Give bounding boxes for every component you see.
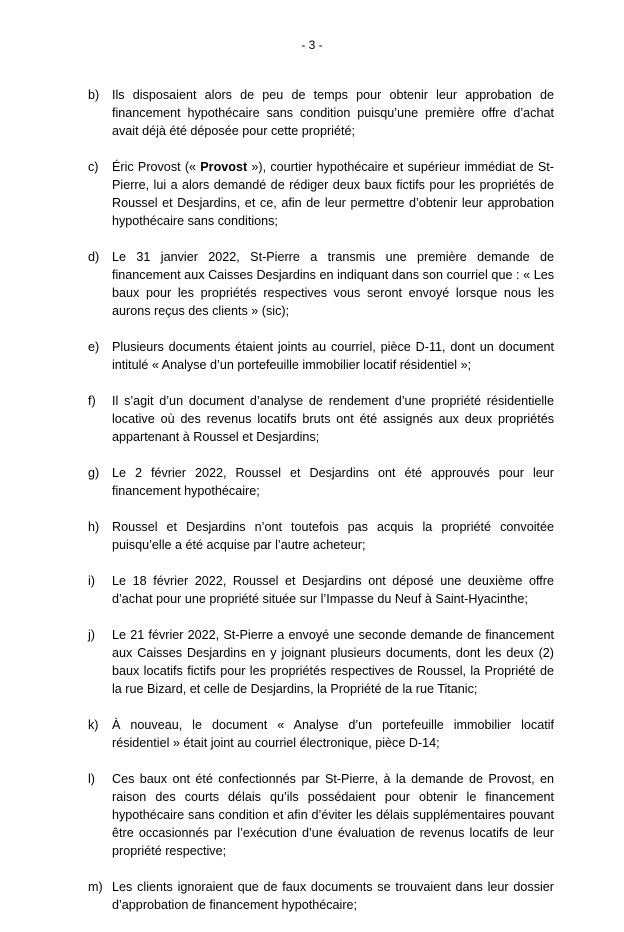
defined-term-provost: Provost (200, 160, 248, 174)
list-item-text: Le 18 février 2022, Roussel et Desjardins ont déposé une deuxième offre d’achat pour une propriété située sur l’Impasse du Neuf à Saint-Hyacinthe; (112, 574, 554, 606)
list-marker: m) (88, 880, 103, 894)
list-item-text: À nouveau, le document « Analyse d’un portefeuille immobilier locatif résidentiel » était joint au courriel électronique, pièce D-14; (112, 718, 554, 750)
list-marker: l) (88, 772, 95, 786)
list-item-text: Ils disposaient alors de peu de temps pour obtenir leur approbation de financement hypothécaire sans condition puisqu’une première offre d’achat avait déjà été déposée pour cette propriété; (112, 88, 554, 138)
list-item-h (88, 518, 554, 554)
list-item-text: Il s’agit d’un document d’analyse de rendement d’une propriété résidentielle locative où des revenus locatifs bruts ont été assignés aux deux propriétés appartenant à Roussel et Desjardins; (112, 394, 554, 444)
list-item-c (88, 158, 554, 230)
list-marker: e) (88, 340, 100, 354)
list-item-text: Le 31 janvier 2022, St-Pierre a transmis une première demande de financement aux Caisses Desjardins en indiquant dans son courriel que : « Les baux pour les propriétés respectives vous seront envoyé lorsque nous les aurons reçus des clients » (sic); (112, 250, 554, 318)
list-marker: d) (88, 250, 100, 264)
list-marker: h) (88, 520, 100, 534)
list-item-d (88, 248, 554, 320)
list-item-text: Ces baux ont été confectionnés par St-Pierre, à la demande de Provost, en raison des courts délais qu’ils possédaient pour obtenir le financement hypothécaire sans condition et afin d’éviter les délais supplémentaires pouvant être occasionnés par l’exécution d’une évaluation de revenus locatifs de leur propriété respective; (112, 772, 554, 858)
list-item-text: Le 21 février 2022, St-Pierre a envoyé une seconde demande de financement aux Caisses Desjardins en y joignant plusieurs documents, dont les deux (2) baux locatifs fictifs pour les propriétés respectives de Roussel, la Propriété de la rue Bizard, et celle de Desjardins, la Propriété de la rue Titanic; (112, 628, 554, 696)
list-item-text (112, 158, 554, 230)
list-marker: b) (88, 88, 100, 102)
list-marker: j) (88, 628, 95, 642)
list-item-l (88, 770, 554, 860)
list-item-text: Les clients ignoraient que de faux documents se trouvaient dans leur dossier d’approbation de financement hypothécaire; (112, 880, 554, 912)
text-segment: »), courtier hypothécaire et supérieur immédiat de St-Pierre, lui a alors demandé de rédiger deux baux fictifs pour les propriétés de Roussel et Desjardins, et ce, afin de leur permettre d’obtenir leur approbation hypothécaire sans conditions; (112, 160, 555, 228)
list-item-text: Roussel et Desjardins n’ont toutefois pas acquis la propriété convoitée puisqu’elle a été acquise par l’autre acheteur; (112, 520, 554, 552)
list-item-k (88, 716, 554, 752)
list-item-text: Le 2 février 2022, Roussel et Desjardins ont été approuvés pour leur financement hypothécaire; (112, 466, 554, 498)
numbered-list (88, 86, 554, 932)
list-marker: f) (88, 394, 96, 408)
list-item-g (88, 464, 554, 500)
list-item-j (88, 626, 554, 698)
list-item-b (88, 86, 554, 140)
list-item-f (88, 392, 554, 446)
list-item-e (88, 338, 554, 374)
list-item-i (88, 572, 554, 608)
list-marker: i) (88, 574, 95, 588)
list-marker: g) (88, 466, 100, 480)
list-item-text: Plusieurs documents étaient joints au courriel, pièce D-11, dont un document intitulé « Analyse d’un portefeuille immobilier locatif résidentiel »; (112, 340, 554, 372)
list-item-m (88, 878, 554, 914)
list-marker: c) (88, 160, 99, 174)
list-marker: k) (88, 718, 99, 732)
text-segment: Éric Provost (« (112, 160, 201, 174)
page-number: - 3 - (301, 38, 323, 52)
